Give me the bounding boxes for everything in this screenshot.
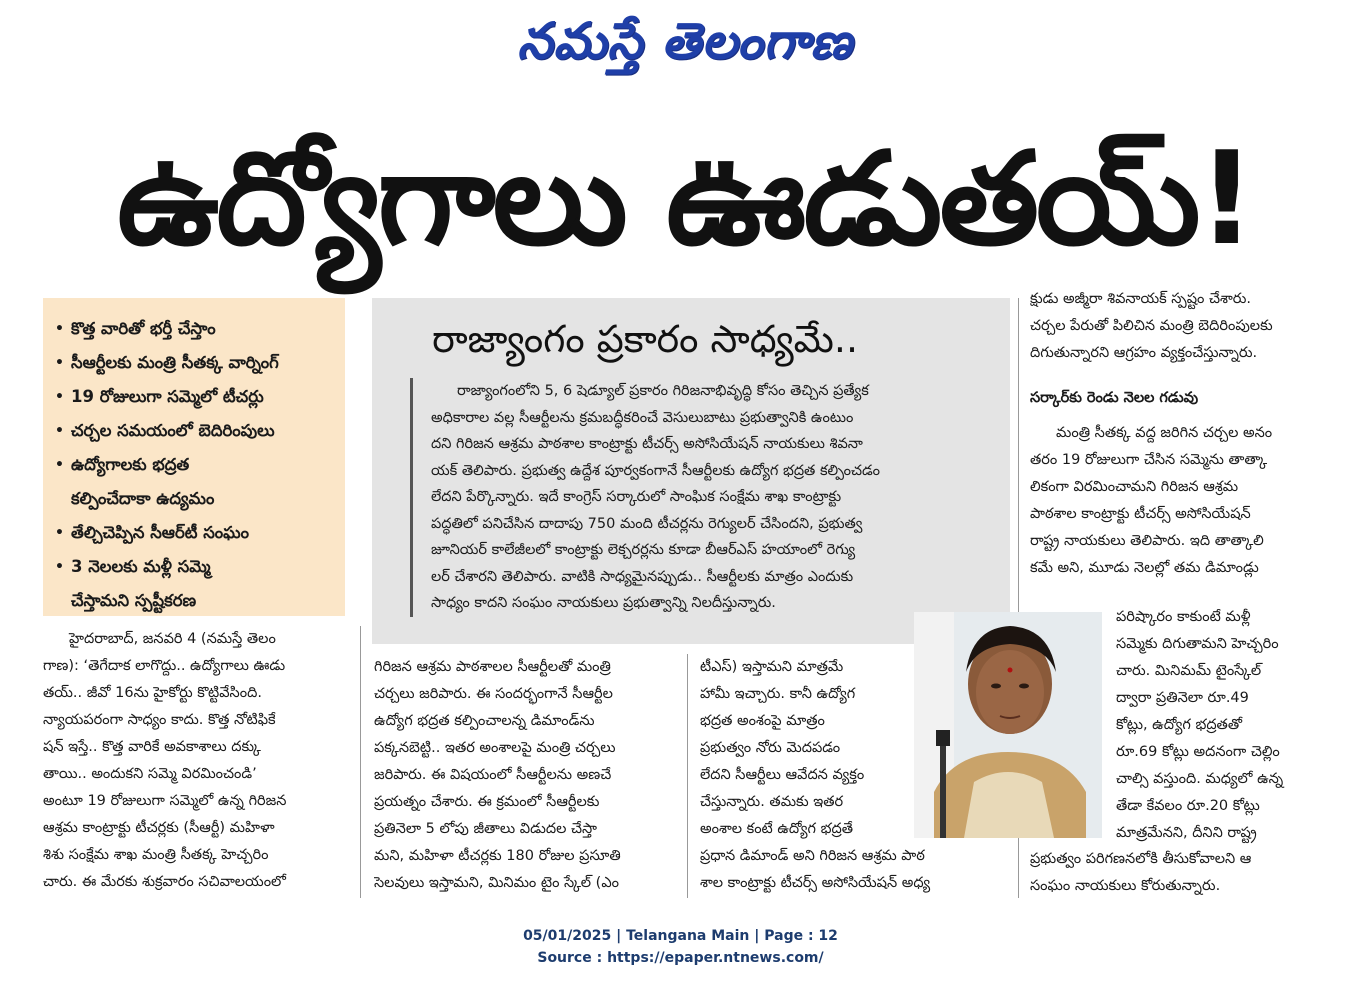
article-column-4 xyxy=(1030,286,1330,582)
text-line: రాజ్యాంగంలోని 5, 6 షెడ్యూల్‌ ప్రకారం గిరిజనాభివృద్ధి కోసం తెచ్చిన ప్రత్యేక xyxy=(457,383,869,399)
text-line: ఆశ్రమ కాంట్రాక్టు టీచర్లకు (సీఆర్టీ) మహిళా xyxy=(43,820,275,836)
text-line: యక్‌ తెలిపారు. ప్రభుత్వ ఉద్దేశ పూర్వకంగానే సీఆర్టీలకు ఉద్యోగ భద్రత కల్పించడం xyxy=(431,462,880,479)
footer-source-line: Source : https://epaper.ntnews.com/ xyxy=(537,950,824,966)
text-line: సంఘం నాయకులు కోరుతున్నారు. xyxy=(1030,878,1221,894)
bullet-icon: • xyxy=(55,559,64,575)
highlight-item xyxy=(55,414,337,448)
text-line: పరిష్కారం కాకుంటే మళ్లీ xyxy=(1116,609,1251,625)
text-line: ప్రతినెలా 5 లోపు జీతాలు విడుదల చేస్తా xyxy=(374,821,597,837)
highlight-text: ఉద్యోగాలకు భద్రత xyxy=(71,455,190,474)
text-line: లేదని పేర్కొన్నారు. ఇదే కాంగ్రెస్‌ సర్కారులో సాంఘిక సంక్షేమ శాఖ కాంట్రాక్టు xyxy=(431,489,842,505)
text-line: చారు. మినిమమ్‌ టైంస్కేల్‌ xyxy=(1116,663,1262,679)
footer-date-line: 05/01/2025 | Telangana Main | Page : 12 xyxy=(523,928,838,944)
highlight-text: కొత్త వారితో భర్తీ చేస్తాం xyxy=(71,319,216,338)
article-column-1 xyxy=(43,626,343,896)
text-line: దని గిరిజన ఆశ్రమ పాఠశాల కాంట్రాక్టు టీచర్స్‌ అసోసియేషన్‌ నాయకులు శివనా xyxy=(431,436,863,452)
text-line: జరిపారు. ఈ విషయంలో సీఆర్టీలను అణచే xyxy=(374,767,612,783)
text-line: ప్రధాన డిమాండ్‌ అని గిరిజన ఆశ్రమ పాఠ xyxy=(700,848,925,864)
highlights-box xyxy=(43,298,345,616)
text-line: పద్ధతిలో పనిచేసిన దాదాపు 750 మంది టీచర్లను రెగ్యులర్‌ చేసిందని, ప్రభుత్వ xyxy=(431,515,863,532)
text-line: రాష్ట్ర నాయకులు తెలిపారు. ఇది తాత్కాలి xyxy=(1030,533,1264,549)
text-line: ప్రభుత్వం నోరు మెదపడం xyxy=(700,740,841,756)
text-line: శిశు సంక్షేమ శాఖ మంత్రి సీతక్క హెచ్చరిం xyxy=(43,847,269,863)
minister-photo xyxy=(914,612,1102,838)
highlight-text: 3 నెలలకు మళ్లీ సమ్మె xyxy=(71,557,211,576)
text-line: అధికారాల వల్ల సీఆర్టీలను క్రమబద్ధీకరించే వెసులుబాటు ప్రభుత్వానికి ఉంటుం xyxy=(431,409,854,426)
bullet-icon: • xyxy=(55,321,64,337)
highlight-text: సీఆర్టీలకు మంత్రి సీతక్క వార్నింగ్‌ xyxy=(71,353,279,372)
text-line: పాఠశాల కాంట్రాక్టు టీచర్స్‌ అసోసియేషన్‌ xyxy=(1030,506,1251,522)
text-line: తేడా కేవలం రూ.20 కోట్లు xyxy=(1116,798,1260,814)
sub-article-title: రాజ్యాంగం ప్రకారం సాధ్యమే.. xyxy=(432,317,859,361)
text-line: మంత్రి సీతక్క వద్ద జరిగిన చర్చల అనం xyxy=(1056,425,1273,441)
text-line: షన్‌ ఇస్తే.. కొత్త వారికే అవకాశాలు దక్కు xyxy=(43,739,261,755)
text-line: టీఎస్‌) ఇస్తామని మాత్రమే xyxy=(700,659,844,675)
highlight-item xyxy=(55,550,337,584)
text-line: న్యాయపరంగా సాధ్యం కాదు. కొత్త నోటిఫికే xyxy=(43,712,276,728)
text-line: చర్చల పేరుతో పిలిచిన మంత్రి బెదిరింపులకు xyxy=(1030,318,1273,334)
sub-article-body xyxy=(410,378,1000,617)
article-column-4-narrow xyxy=(1116,604,1336,847)
text-line: గాణ): ‘తెగేదాక లాగొద్దు.. ఉద్యోగాలు ఊడు xyxy=(43,658,286,674)
highlight-item xyxy=(55,516,337,550)
text-line: ఉద్యోగ భద్రత కల్పించాలన్న డిమాండ్‌ను xyxy=(374,713,595,729)
text-line: తయ్‌.. జీవో 16ను హైకోర్టు కొట్టివేసింది. xyxy=(43,685,262,701)
text-line: హామీ ఇచ్చారు. కానీ ఉద్యోగ xyxy=(700,686,856,702)
text-line: లికంగా విరమించామని గిరిజన ఆశ్రమ xyxy=(1030,479,1239,495)
highlight-text: చేస్తామని స్పష్టీకరణ xyxy=(71,591,197,610)
text-line: లర్‌ చేశారని తెలిపారు. వాటికి సాధ్యమైనప్పుడు.. సీఆర్టీలకు మాత్రం ఎందుకు xyxy=(431,568,854,585)
text-line: కమే అని, మూడు నెలల్లో తమ డిమాండ్లు xyxy=(1030,560,1259,576)
sub-article-box xyxy=(372,298,1010,644)
column-divider xyxy=(360,626,361,898)
highlight-text: తేల్చిచెప్పిన సీఆర్‌టీ సంఘం xyxy=(71,523,249,542)
highlight-text: కల్పించేదాకా ఉద్యమం xyxy=(71,489,215,508)
text-line: రూ.69 కోట్లు అదనంగా చెల్లిం xyxy=(1116,744,1280,760)
text-line: చారు. ఈ మేరకు శుక్రవారం సచివాలయంలో xyxy=(43,874,286,890)
text-line: సాధ్యం కాదని సంఘం నాయకులు ప్రభుత్వాన్ని నిలదీస్తున్నారు. xyxy=(431,595,776,611)
highlight-item xyxy=(55,312,337,346)
column-divider xyxy=(687,654,688,898)
text-line: మని, మహిళా టీచర్లకు 180 రోజుల ప్రసూతి xyxy=(374,848,621,864)
text-line: అంటూ 19 రోజులుగా సమ్మెలో ఉన్న గిరిజన xyxy=(43,793,287,809)
bullet-icon: • xyxy=(55,355,64,371)
text-line: అంశాల కంటే ఉద్యోగ భద్రతే xyxy=(700,821,854,837)
text-line: భద్రత అంశంపై మాత్రం xyxy=(700,713,825,729)
text-line: చాల్సి వస్తుంది. మధ్యలో ఉన్న xyxy=(1116,771,1284,787)
text-line: జూనియర్‌ కాలేజీలలో కాంట్రాక్టు లెక్చరర్లను కూడా బీఆర్‌ఎస్‌ హయాంలో రెగ్యు xyxy=(431,542,856,558)
highlight-text: 19 రోజులుగా సమ్మెలో టీచర్లు xyxy=(71,387,264,406)
bullet-icon: • xyxy=(55,525,64,541)
text-line: తాయి.. అందుకని సమ్మె విరమించండి’ xyxy=(43,766,257,782)
text-line: సమ్మెకు దిగుతామని హెచ్చరిం xyxy=(1116,636,1279,652)
text-line: గిరిజన ఆశ్రమ పాఠశాలల సీఆర్టీలతో మంత్రి xyxy=(374,659,611,675)
text-line: క్షుడు అజ్మీరా శివనాయక్‌ స్పష్టం చేశారు. xyxy=(1030,291,1252,307)
text-line: పక్కనబెట్టి.. ఇతర అంశాలపై మంత్రి చర్చలు xyxy=(374,740,616,756)
highlight-item xyxy=(55,584,337,618)
headline: ఉద్యోగాలు ఊడుతయ్‌! xyxy=(117,125,1253,274)
text-line: హైదరాబాద్‌, జనవరి 4 (నమస్తే తెలం xyxy=(69,631,276,647)
highlight-text: చర్చల సమయంలో బెదిరింపులు xyxy=(71,421,275,440)
bullet-icon: • xyxy=(55,389,64,405)
highlight-item xyxy=(55,346,337,380)
highlight-item xyxy=(55,380,337,414)
text-line: చేస్తున్నారు. తమకు ఇతర xyxy=(700,794,844,810)
text-line: మాత్రమేనని, దీనిని రాష్ట్ర xyxy=(1116,825,1257,841)
bullet-icon: • xyxy=(55,457,64,473)
highlight-item xyxy=(55,448,337,482)
masthead-logo: నమస్తే తెలంగాణ xyxy=(517,11,853,70)
article-column-2 xyxy=(374,654,674,897)
text-line: ద్వారా ప్రతినెలా రూ.49 xyxy=(1116,690,1249,706)
bullet-icon: • xyxy=(55,423,64,439)
text-line: దిగుతున్నారని ఆగ్రహం వ్యక్తంచేస్తున్నారు. xyxy=(1030,345,1258,361)
highlight-item xyxy=(55,482,337,516)
article-column-4-bottom xyxy=(1030,846,1330,900)
text-line: తరం 19 రోజులుగా చేసిన సమ్మెను తాత్కా xyxy=(1030,452,1268,468)
text-line: చర్చలు జరిపారు. ఈ సందర్భంగానే సీఆర్టీల xyxy=(374,686,613,702)
section-heading: సర్కార్‌కు రెండు నెలల గడువు xyxy=(1030,390,1199,406)
text-line: లేదని సీఆర్టీలు ఆవేదన వ్యక్తం xyxy=(700,767,865,783)
text-line: సెలవులు ఇస్తామని, మినిమం టైం స్కేల్‌ (ఎం xyxy=(374,875,619,891)
text-line: ప్రభుత్వం పరిగణనలోకి తీసుకోవాలని ఆ xyxy=(1030,851,1252,867)
text-line: శాల కాంట్రాక్టు టీచర్స్‌ అసోసియేషన్‌ అధ్య xyxy=(700,875,931,891)
text-line: కోట్లు, ఉద్యోగ భద్రతతో xyxy=(1116,717,1242,733)
text-line: ప్రయత్నం చేశారు. ఈ క్రమంలో సీఆర్టీలకు xyxy=(374,794,600,810)
